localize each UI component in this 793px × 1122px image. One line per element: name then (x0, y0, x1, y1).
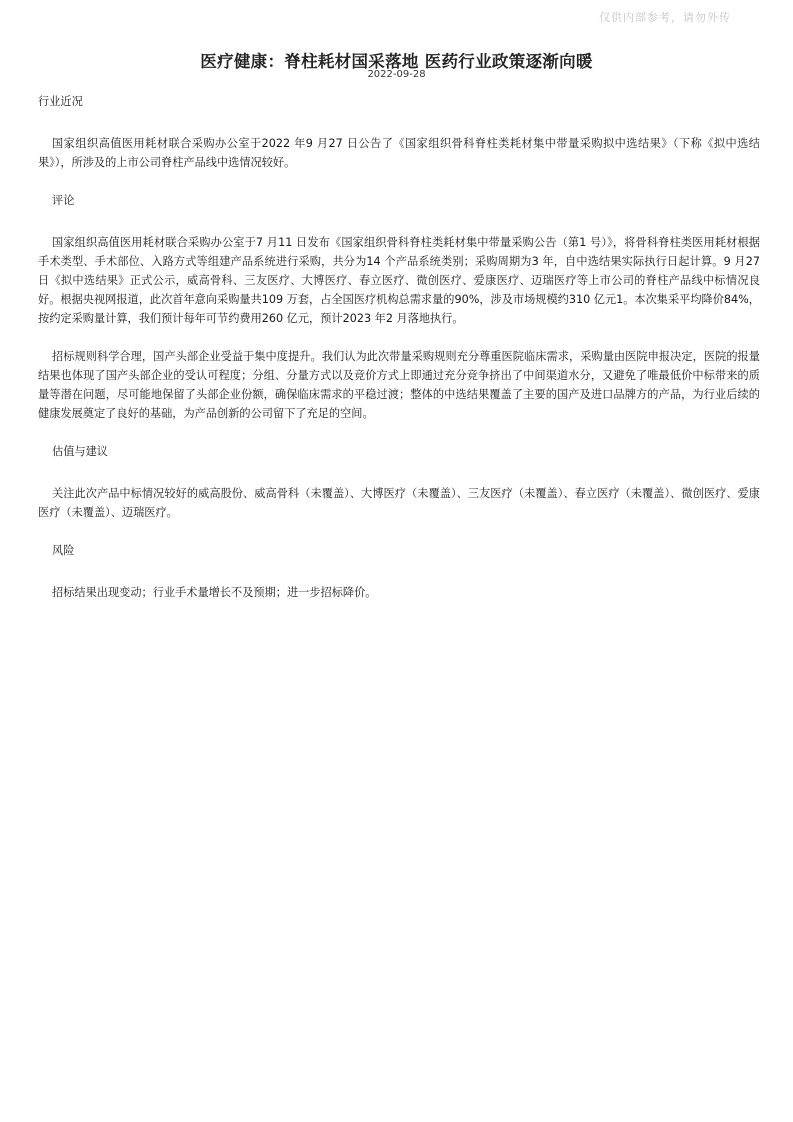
confidentiality-watermark: 仅供内部参考，请勿外传 (599, 11, 731, 24)
section-heading-industry: 行业近况 (38, 95, 83, 108)
comment-paragraph-1: 国家组织高值医用耗材联合采购办公室于7 月11 日发布《国家组织骨科脊柱类耗材集中带量采购公告（第1 号）》，将骨科脊柱类医用耗材根据手术类型、手术部位、入路方式等组建产品系统进行采购，共分为14 个产品系统类别；采购周期为3 年，自中选结果实际执行日起计算。9 月27 日《拟中选结果》正式公示，威高骨科、三友医疗、大博医疗、春立医疗、微创医疗、爱康医疗、迈瑞医疗等上市公司的脊柱产品线中标情况良好。根据央视网报道，此次首年意向采购量共109 万套，占全国医疗机构总需求量的90%，涉及市场规模约310 亿元1。本次集采平均降价84%，按约定采购量计算，我们预计每年可节约费用260 亿元，预计2023 年2 月落地执行。 (38, 236, 760, 325)
report-body (38, 92, 760, 602)
risk-paragraph: 招标结果出现变动；行业手术量增长不及预期；进一步招标降价。 (52, 586, 377, 599)
comment-paragraph-2: 招标规则科学合理，国产头部企业受益于集中度提升。我们认为此次带量采购规则充分尊重医院临床需求，采购量由医院申报决定，医院的报量结果也体现了国产头部企业的受认可程度；分组、分量方式以及竞价方式上即通过充分竞争挤出了中间渠道水分，又避免了唯最低价中标带来的质量等潜在问题，尽可能地保留了头部企业份额，确保临床需求的平稳过渡；整体的中选结果覆盖了主要的国产及进口品牌方的产品，为行业后续的健康发展奠定了良好的基础，为产品创新的公司留下了充足的空间。 (38, 350, 760, 420)
industry-paragraph: 国家组织高值医用耗材联合采购办公室于2022 年9 月27 日公告了《国家组织骨科脊柱类耗材集中带量采购拟中选结果》（下称《拟中选结果》），所涉及的上市公司脊柱产品线中选情况较好。 (38, 137, 760, 169)
section-heading-risk: 风险 (52, 544, 75, 557)
section-heading-comment: 评论 (52, 194, 75, 207)
valuation-paragraph: 关注此次产品中标情况较好的威高股份、威高骨科（未覆盖）、大博医疗（未覆盖）、三友医疗（未覆盖）、春立医疗（未覆盖）、微创医疗、爱康医疗（未覆盖）、迈瑞医疗。 (38, 487, 760, 519)
page-title: 医疗健康：脊柱耗材国采落地 医药行业政策逐渐向暖 (200, 52, 593, 72)
report-date: 2022-09-28 (367, 69, 426, 80)
section-heading-valuation: 估值与建议 (52, 445, 108, 458)
